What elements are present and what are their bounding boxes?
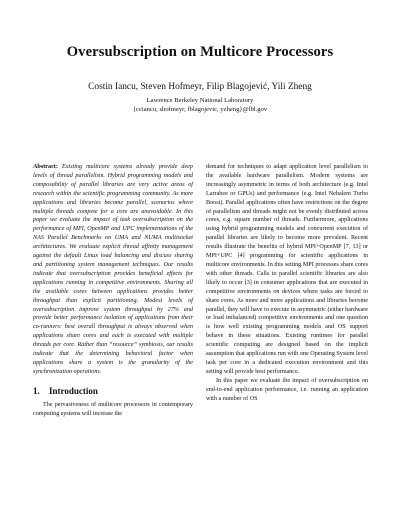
- section-title: Introduction: [49, 385, 98, 396]
- right-column: [206, 163, 368, 403]
- introduction-paragraph-2: In this paper we evaluate the impact of oversubscription on end-to-end application performance, i.e. running an application with a number of OS: [206, 377, 368, 402]
- abstract: [33, 163, 193, 377]
- abstract-label: Abstract:: [33, 164, 58, 170]
- left-column: [33, 163, 193, 419]
- paper-title: Oversubscription on Multicore Processors: [66, 44, 334, 60]
- section-heading-introduction: [33, 386, 193, 396]
- author-emails: {cciancu, shofmeyr, fblagojevic, yzheng}@lbl.gov: [132, 106, 268, 113]
- affiliation: Lawrence Berkeley National Laboratory: [146, 97, 254, 104]
- affiliation-block: [0, 96, 400, 114]
- introduction-paragraph-start: The pervasiveness of multicore processors in contemporary computing systems will increase the: [33, 401, 193, 417]
- abstract-text: Existing multicore systems already provide deep levels of thread parallelism. Hybrid programming models and composability of parallel libraries are very active areas of research within the scientific programming community. As more applications and libraries become parallel, scenarios where multiple threads compete for a core are unavoidable. In this paper we evaluate the impact of task oversubscription on the performance of MPI, OpenMP and UPC implementations of the NAS Parallel Benchmarks on UMA and NUMA multisocket architectures. We evaluate explicit thread affinity management against the default Linux load balancing and discuss sharing and partitioning system management techniques. Our results indicate that oversubscription provides beneficial effects for applications running in competitive environments. Sharing all the available cores between applications provides better throughput than explicit partitioning. Modest levels of oversubscription improve system throughput by 27% and provide better performance isolation of applications from their co-runners: best overall throughput is always observed when applications share cores and each is executed with multiple threads per core. Rather than “resource” symbiosis, our results indicate that the determining behavioral factor when applications share a system is the granularity of the synchronization operations.: [33, 164, 193, 375]
- introduction-paragraph-continued: demand for techniques to adapt application level parallelism to the available hardware parallelism. Modern systems are increasingly asymmetric in terms of both architecture (e.g. Intel Larrabee or GPUs) and performance (e.g. Intel Nehalem Turbo Boost). Parallel applications often have restrictions on the degree of parallelism and threads might not be evenly distributed across cores, e.g. square number of threads. Furthermore, applications using hybrid programming models and concurrent execution of parallel libraries are likely to become more prevalent. Recent results illustrate the benefits of hybrid MPI+OpenMP [7, 13] or MPI+UPC [4] programming for scientific applications in multicore environments. In this setting MPI processes share cores with other threads. Calls to parallel scientific libraries are also likely to occur [3] in consumer applications that are executed in competitive environments on devices where tasks are forced to share cores. As more and more applications and libraries become parallel, they will have to execute in asymmetric (either hardware or load imbalanced) competitive environments and one question is how well existing programming models and OS support behave in these situations. Existing runtimes for parallel scientific computing are designed based on the implicit assumption that applications run with one Operating System level task per core in a dedicated execution environment and this setting will provide best performance.: [206, 164, 368, 375]
- section-number: 1.: [33, 385, 40, 396]
- author-list: Costin Iancu, Steven Hofmeyr, Filip Blagojević, Yili Zheng: [88, 82, 312, 92]
